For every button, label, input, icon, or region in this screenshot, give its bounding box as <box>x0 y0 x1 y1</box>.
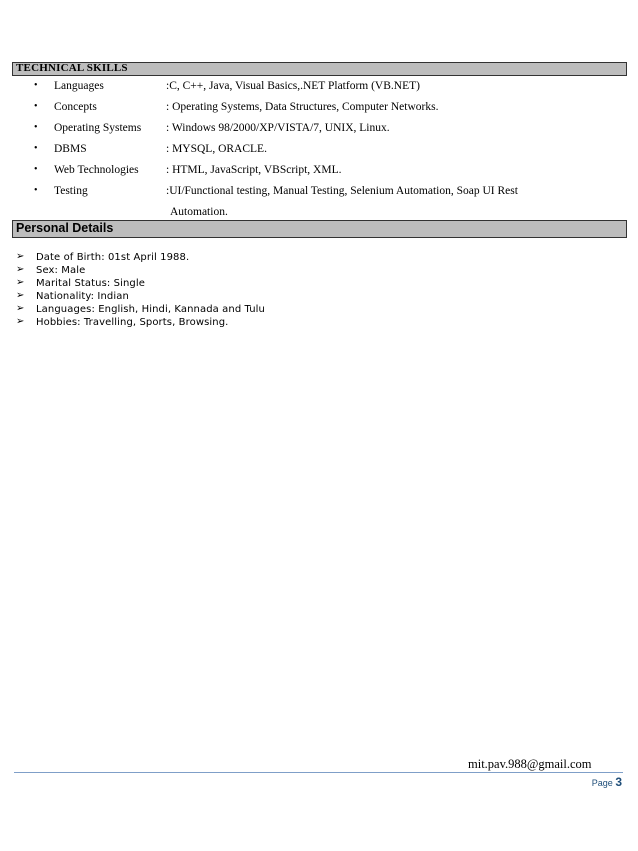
technical-skills-heading <box>12 62 627 76</box>
arrow-bullet-icon: ➢ <box>16 264 25 275</box>
personal-item-marital-status <box>0 278 638 292</box>
skill-value: : Operating Systems, Data Structures, Computer Networks. <box>166 101 439 113</box>
footer-divider <box>14 772 623 773</box>
personal-item-text: Hobbies: Travelling, Sports, Browsing. <box>36 317 229 328</box>
personal-item-text: Nationality: Indian <box>36 291 129 302</box>
skill-label: Languages <box>54 80 104 92</box>
skill-value: :C, C++, Java, Visual Basics,.NET Platform (VB.NET) <box>166 80 420 92</box>
bullet-icon: • <box>34 185 38 196</box>
personal-item-hobbies <box>0 317 638 331</box>
skill-row-testing <box>0 185 638 201</box>
personal-item-text: Languages: English, Hindi, Kannada and Tulu <box>36 304 265 315</box>
arrow-bullet-icon: ➢ <box>16 277 25 288</box>
footer-email: mit.pav.988@gmail.com <box>468 757 592 771</box>
personal-item-text: Date of Birth: 01st April 1988. <box>36 252 190 263</box>
page-number-value: 3 <box>615 775 622 789</box>
technical-skills-heading-text: TECHNICAL SKILLS <box>16 62 128 74</box>
skill-row-concepts <box>0 101 638 117</box>
arrow-bullet-icon: ➢ <box>16 251 25 262</box>
skill-row-languages <box>0 80 638 96</box>
bullet-icon: • <box>34 164 38 175</box>
personal-item-sex <box>0 265 638 279</box>
bullet-icon: • <box>34 80 38 91</box>
personal-item-text: Marital Status: Single <box>36 278 146 289</box>
personal-item-languages <box>0 304 638 318</box>
personal-details-heading-text: Personal Details <box>16 221 114 235</box>
arrow-bullet-icon: ➢ <box>16 303 25 314</box>
page-label: Page <box>591 778 613 788</box>
skill-label: DBMS <box>54 143 87 155</box>
skill-value: : MYSQL, ORACLE. <box>166 143 267 155</box>
skill-label: Operating Systems <box>54 122 142 134</box>
skill-label: Web Technologies <box>54 164 139 176</box>
personal-item-dob <box>0 252 638 266</box>
personal-details-heading <box>12 220 627 238</box>
skill-row-operating-systems <box>0 122 638 138</box>
personal-item-nationality <box>0 291 638 305</box>
skill-value: : HTML, JavaScript, VBScript, XML. <box>166 164 342 176</box>
bullet-icon: • <box>34 143 38 154</box>
skill-row-dbms <box>0 143 638 159</box>
skill-label: Testing <box>54 185 88 197</box>
arrow-bullet-icon: ➢ <box>16 316 25 327</box>
arrow-bullet-icon: ➢ <box>16 290 25 301</box>
skill-value: : Windows 98/2000/XP/VISTA/7, UNIX, Linux. <box>166 122 390 134</box>
personal-item-text: Sex: Male <box>36 265 86 276</box>
bullet-icon: • <box>34 101 38 112</box>
skill-row-web-technologies <box>0 164 638 180</box>
testing-continuation: Automation. <box>170 206 228 218</box>
page-number <box>592 775 622 789</box>
skill-value: :UI/Functional testing, Manual Testing, Selenium Automation, Soap UI Rest <box>166 185 518 197</box>
skill-label: Concepts <box>54 101 97 113</box>
bullet-icon: • <box>34 122 38 133</box>
